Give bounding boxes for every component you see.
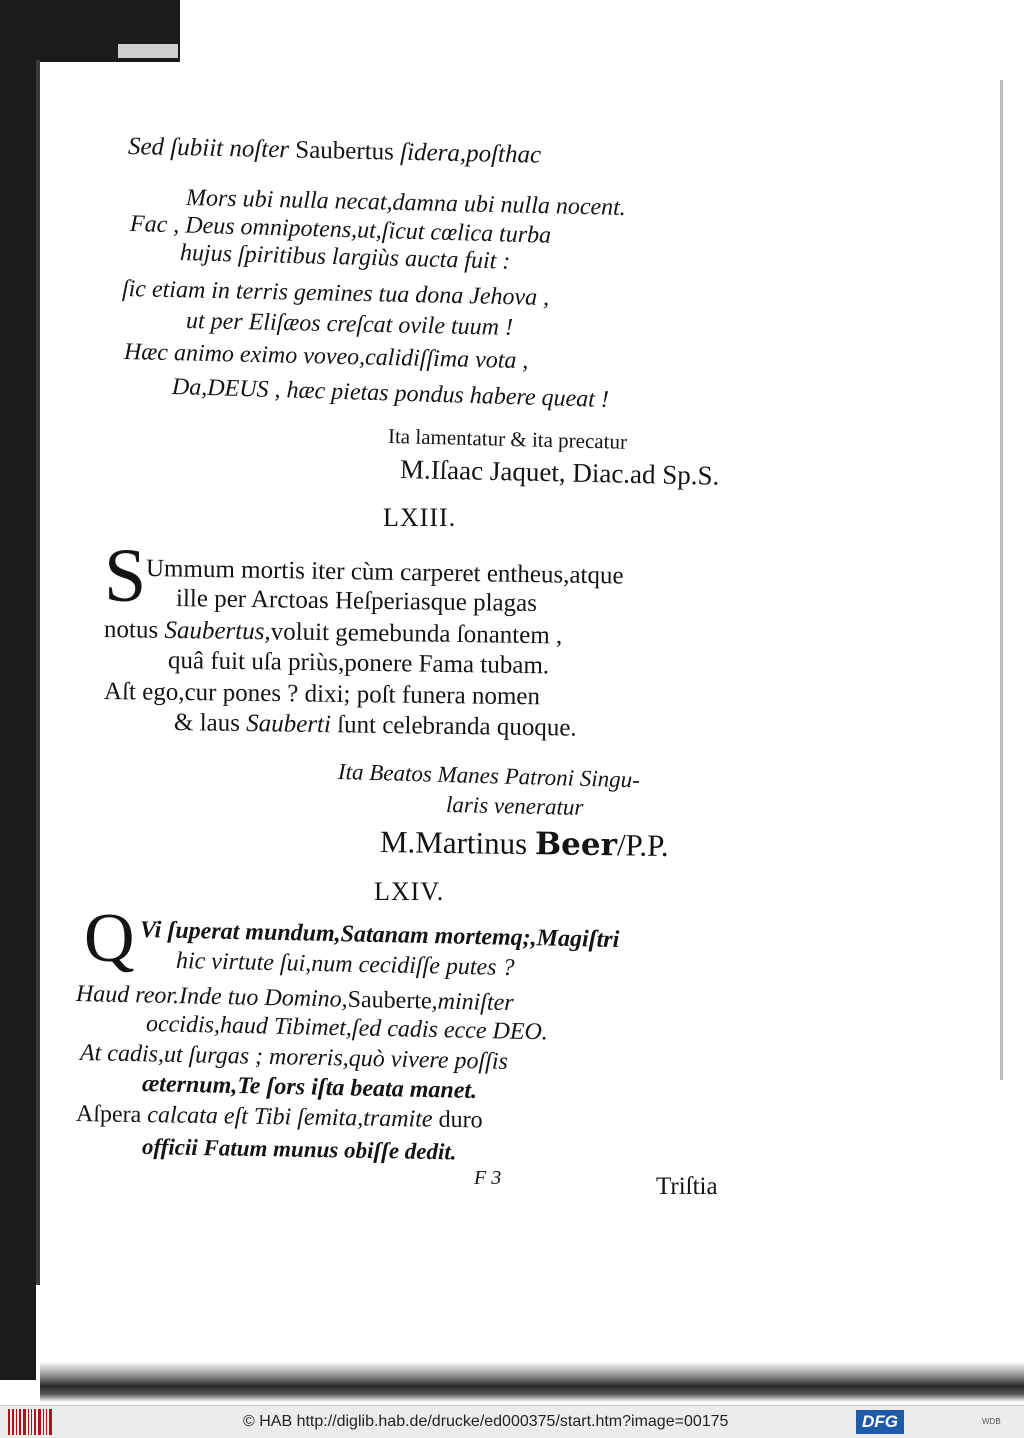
poem64-line: Haud reor.Inde tuo Domino,Sauberte,miniſter	[75, 981, 514, 1017]
poem62-line: Fac , Deus omnipotens,ut,ſicut cœlica turba	[129, 211, 552, 249]
poem62-line: Da,DEUS , hæc pietas pondus habere queat !	[171, 374, 610, 413]
poem62-line: Hæc animo eximo voveo,calidiſſima vota ,	[123, 339, 529, 375]
barcode-icon	[8, 1409, 52, 1435]
poem63-line: notus Saubertus,voluit gemebunda ſonantem ,	[103, 616, 563, 650]
viewer-footer	[0, 1405, 1024, 1438]
poem62-line: ut per Eliſæos creſcat ovile tuum !	[185, 308, 514, 341]
scan-edge-right	[1000, 80, 1003, 1080]
source-url-link[interactable]: © HAB http://diglib.hab.de/drucke/ed000375/start.htm?image=00175	[243, 1413, 729, 1430]
poem63-signature-author: M.Martinus Beer/P.P.	[379, 824, 669, 864]
poem64-line: officii Fatum munus obiſſe dedit.	[141, 1134, 457, 1165]
poem63-number: LXIII.	[383, 503, 457, 532]
poem63-signature-note: Ita Beatos Manes Patroni Singu-	[337, 759, 641, 793]
scan-edge-bottom	[40, 1362, 1024, 1402]
poem63-line: & laus Sauberti ſunt celebranda quoque.	[173, 709, 577, 742]
poem62-line: ſic etiam in terris gemines tua dona Jehova ,	[121, 276, 550, 311]
catchword: Triſtia	[656, 1173, 718, 1200]
poem64-line: Vi ſuperat mundum,Satanam mortemq;,Magiſtri	[139, 917, 620, 954]
scan-edge-left-inner	[36, 60, 40, 1285]
poem64-line: Aſpera calcata eſt Tibi ſemita,tramite duro	[75, 1101, 483, 1134]
scan-edge-strip	[118, 44, 178, 58]
poem63-dropcap: S	[104, 534, 147, 618]
poem63-line: quâ fuit uſa priùs,ponere Fama tubam.	[167, 647, 550, 680]
poem62-signature-note: Ita lamentatur & ita precatur	[387, 424, 628, 454]
poem64-number: LXIV.	[374, 877, 445, 906]
poem63-line: Aſt ego,cur pones ? dixi; poſt funera nomen	[103, 678, 541, 711]
poem63-line: Ummum mortis iter cùm carperet entheus,atque	[145, 555, 624, 590]
wdb-label: WDB	[982, 1417, 1001, 1426]
poem64-line: æternum,Te ſors iſta beata manet.	[141, 1071, 478, 1105]
poem63-signature-note: laris veneratur	[445, 792, 584, 820]
scan-edge-left	[0, 0, 36, 1380]
poem62-line: Sed ſubiit noſter Saubertus ſidera,poſthac	[127, 133, 542, 169]
dfg-logo: DFG	[856, 1410, 904, 1434]
poem62-signature-author: M.Iſaac Jaquet, Diac.ad Sp.S.	[399, 454, 720, 491]
signature-mark: F 3	[474, 1167, 502, 1189]
poem64-line: occidis,haud Tibimet,ſed cadis ecce DEO.	[145, 1011, 549, 1046]
poem63-line: ille per Arctoas Heſperiasque plagas	[175, 585, 538, 618]
poem64-line: hic virtute ſui,num cecidiſſe putes ?	[175, 948, 515, 982]
poem62-line: Mors ubi nulla necat,damna ubi nulla nocent.	[185, 185, 627, 221]
poem64-line: At cadis,ut ſurgas ; moreris,quò vivere poſſis	[79, 1040, 509, 1075]
poem64-dropcap: Q	[84, 900, 135, 977]
poem62-line: hujus ſpiritibus largiùs aucta fuit :	[179, 240, 511, 275]
